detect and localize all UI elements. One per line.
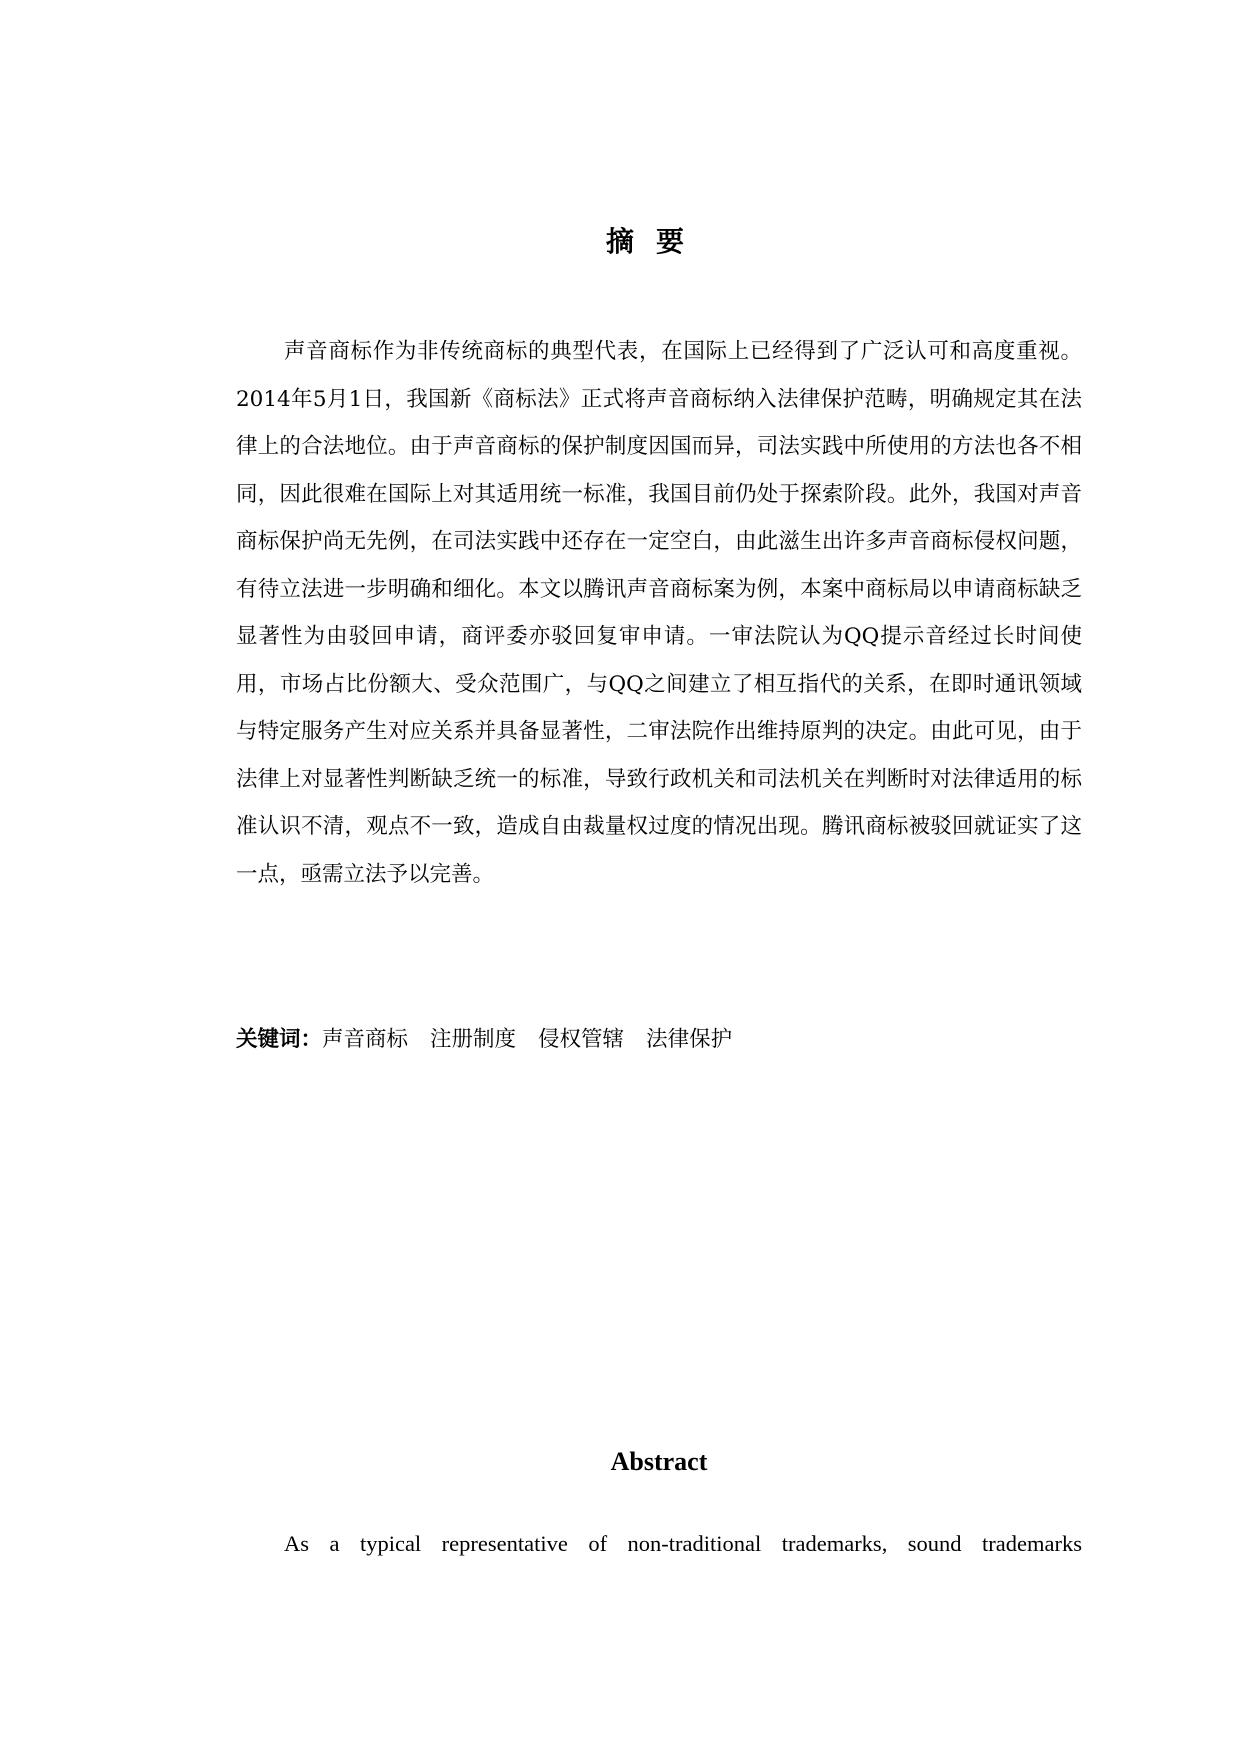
keywords-label: 关键词： [236, 1027, 323, 1052]
keyword: 法律保护 [646, 1027, 733, 1052]
keyword: 声音商标 [322, 1027, 409, 1052]
keyword: 侵权管辖 [538, 1027, 625, 1052]
chinese-abstract-title: 摘要 [605, 225, 706, 258]
keywords-line [236, 1020, 1082, 1060]
chinese-abstract-body: 声音商标作为非传统商标的典型代表，在国际上已经得到了广泛认可和高度重视。2014年5月1日，我国新《商标法》正式将声音商标纳入法律保护范畴，明确规定其在法律上的合法地位。由于声音商标的保护制度因国而异，司法实践中所使用的方法也各不相同，因此很难在国际上对其适用统一标准，我国目前仍处于探索阶段。此外，我国对声音商标保护尚无先例，在司法实践中还存在一定空白，由此滋生出许多声音商标侵权问题，有待立法进一步明确和细化。本文以腾讯声音商标案为例，本案中商标局以申请商标缺乏显著性为由驳回申请，商评委亦驳回复审申请。一审法院认为QQ提示音经过长时间使用，市场占比份额大、受众范围广，与QQ之间建立了相互指代的关系，在即时通讯领域与特定服务产生对应关系并具备显著性，二审法院作出维持原判的决定。由此可见，由于法律上对显著性判断缺乏统一的标准，导致行政机关和司法机关在判断时对法律适用的标准认识不清，观点不一致，造成自由裁量权过度的情况出现。腾讯商标被驳回就证实了这一点，亟需立法予以完善。 [236, 339, 1082, 887]
english-abstract-body: As a typical representative of non-traditional trademarks, sound trademarks [284, 1531, 1082, 1556]
english-abstract-title: Abstract [610, 1447, 708, 1476]
keyword: 注册制度 [430, 1027, 517, 1052]
